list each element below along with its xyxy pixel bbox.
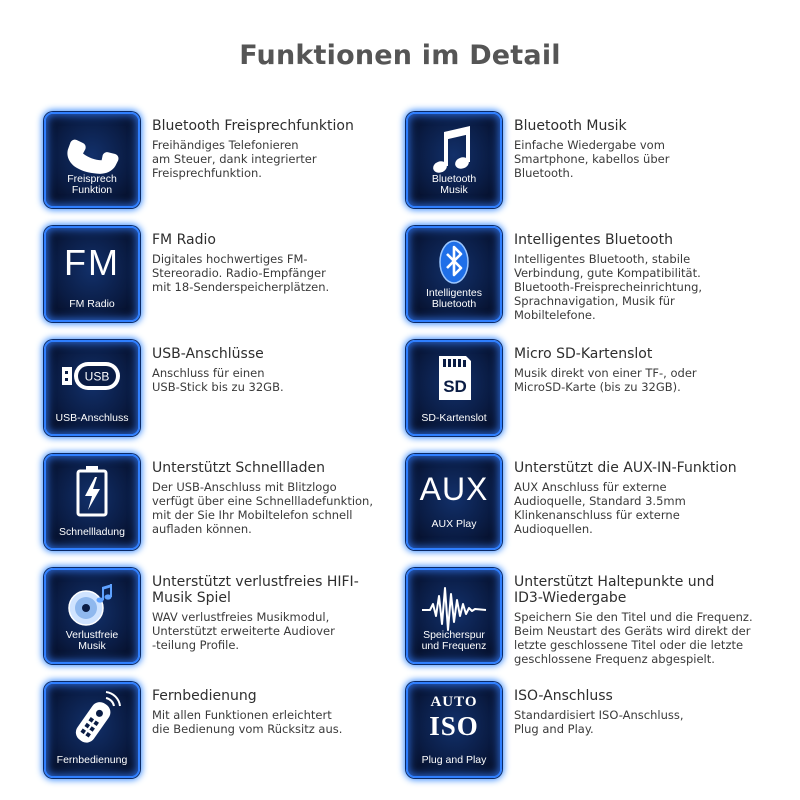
feature-title: Intelligentes Bluetooth xyxy=(514,232,673,248)
feature-title: Unterstützt Schnellladen xyxy=(152,460,325,476)
tile-label: Intelligentes Bluetooth xyxy=(425,287,483,310)
tile-label: Schnellladung xyxy=(59,526,125,538)
feature-title: Fernbedienung xyxy=(152,688,257,704)
tile-label: Fernbedienung xyxy=(56,754,128,766)
feature-description: Standardisiert ISO-Anschluss, Plug and Play. xyxy=(514,708,684,736)
feature-title: Unterstützt Haltepunkte und ID3-Wiedergabe xyxy=(514,574,715,606)
feature-fast-charging xyxy=(44,454,404,554)
feature-bluetooth-music xyxy=(406,112,766,212)
feature-title: Bluetooth Freisprechfunktion xyxy=(152,118,354,134)
auto-iso-icon: AUTO xyxy=(430,694,478,710)
feature-title: Unterstützt verlustfreies HIFI- Musik Spiel xyxy=(152,574,359,606)
feature-lossless-hifi xyxy=(44,568,404,668)
feature-description: Einfache Wiedergabe vom Smartphone, kabellos über Bluetooth. xyxy=(514,138,670,180)
feature-remote-control xyxy=(44,682,404,782)
feature-micro-sd xyxy=(406,340,766,440)
feature-tile xyxy=(44,682,140,778)
fm-icon: FM xyxy=(64,242,120,283)
tile-label: SD-Kartenslot xyxy=(421,412,487,424)
feature-tile xyxy=(406,454,502,550)
feature-intelligent-bluetooth xyxy=(406,226,766,326)
feature-title: Micro SD-Kartenslot xyxy=(514,346,653,362)
feature-description: Digitales hochwertiges FM- Stereoradio. Radio-Empfänger mit 18-Senderspeicherplätzen. xyxy=(152,252,330,294)
feature-fm-radio xyxy=(44,226,404,326)
feature-title: Bluetooth Musik xyxy=(514,118,627,134)
tile-label: FM Radio xyxy=(69,298,115,310)
feature-tile xyxy=(406,112,502,208)
tile-label: Bluetooth Musik xyxy=(431,173,477,196)
feature-title: Unterstützt die AUX-IN-Funktion xyxy=(514,460,737,476)
feature-resume-id3 xyxy=(406,568,766,668)
feature-iso-connector xyxy=(406,682,766,782)
feature-tile xyxy=(44,226,140,322)
feature-description: Der USB-Anschluss mit Blitzlogo verfügt über eine Schnellladefunktion, mit der Sie Ihr Mobiltelefon schnell aufladen können. xyxy=(152,480,373,536)
feature-aux-in xyxy=(406,454,766,554)
feature-tile xyxy=(44,340,140,436)
feature-tile xyxy=(406,226,502,322)
feature-description: Freihändiges Telefonieren am Steuer, dank integrierter Freisprechfunktion. xyxy=(152,138,317,180)
tile-label: Speicherspur und Frequenz xyxy=(421,629,487,652)
feature-tile xyxy=(406,340,502,436)
svg-text:USB: USB xyxy=(84,369,110,384)
feature-tile xyxy=(406,682,502,778)
feature-usb xyxy=(44,340,404,440)
page-title: Funktionen im Detail xyxy=(239,40,561,71)
feature-title: FM Radio xyxy=(152,232,216,248)
tile-label: Plug and Play xyxy=(421,754,487,766)
feature-description: AUX Anschluss für externe Audioquelle, Standard 3.5mm Klinkenanschluss für externe Audioquellen. xyxy=(514,480,686,536)
tile-label: Verlustfreie Musik xyxy=(65,629,119,652)
svg-text:SD: SD xyxy=(443,377,467,396)
feature-title: USB-Anschlüsse xyxy=(152,346,264,362)
feature-tile xyxy=(44,568,140,664)
feature-description: Mit allen Funktionen erleichtert die Bedienung vom Rücksitz aus. xyxy=(152,708,343,736)
feature-tile xyxy=(44,454,140,550)
feature-description: WAV verlustfreies Musikmodul, Unterstützt erweiterte Audiover -teilung Profile. xyxy=(152,610,335,652)
iso-glyph: ISO xyxy=(429,711,479,741)
feature-tile xyxy=(406,568,502,664)
feature-tile xyxy=(44,112,140,208)
feature-description: Speichern Sie den Titel und die Frequenz. Beim Neustart des Geräts wird direkt der letzte geschlossene Titel oder die letzte geschlossene Frequenz abgespielt. xyxy=(514,610,753,666)
tile-label: Freisprech Funktion xyxy=(67,173,117,196)
aux-icon: AUX xyxy=(419,471,489,507)
feature-description: Intelligentes Bluetooth, stabile Verbindung, gute Kompatibilität. Bluetooth-Freisprecheinrichtung, Sprachnavigation, Musik für Mobiltelefone. xyxy=(514,252,703,322)
feature-title: ISO-Anschluss xyxy=(514,688,613,704)
feature-bluetooth-handsfree xyxy=(44,112,404,212)
tile-label: USB-Anschluss xyxy=(55,412,129,424)
tile-label: AUX Play xyxy=(431,518,477,530)
feature-description: Anschluss für einen USB-Stick bis zu 32GB. xyxy=(152,366,284,394)
feature-description: Musik direkt von einer TF-, oder MicroSD-Karte (bis zu 32GB). xyxy=(514,366,697,394)
